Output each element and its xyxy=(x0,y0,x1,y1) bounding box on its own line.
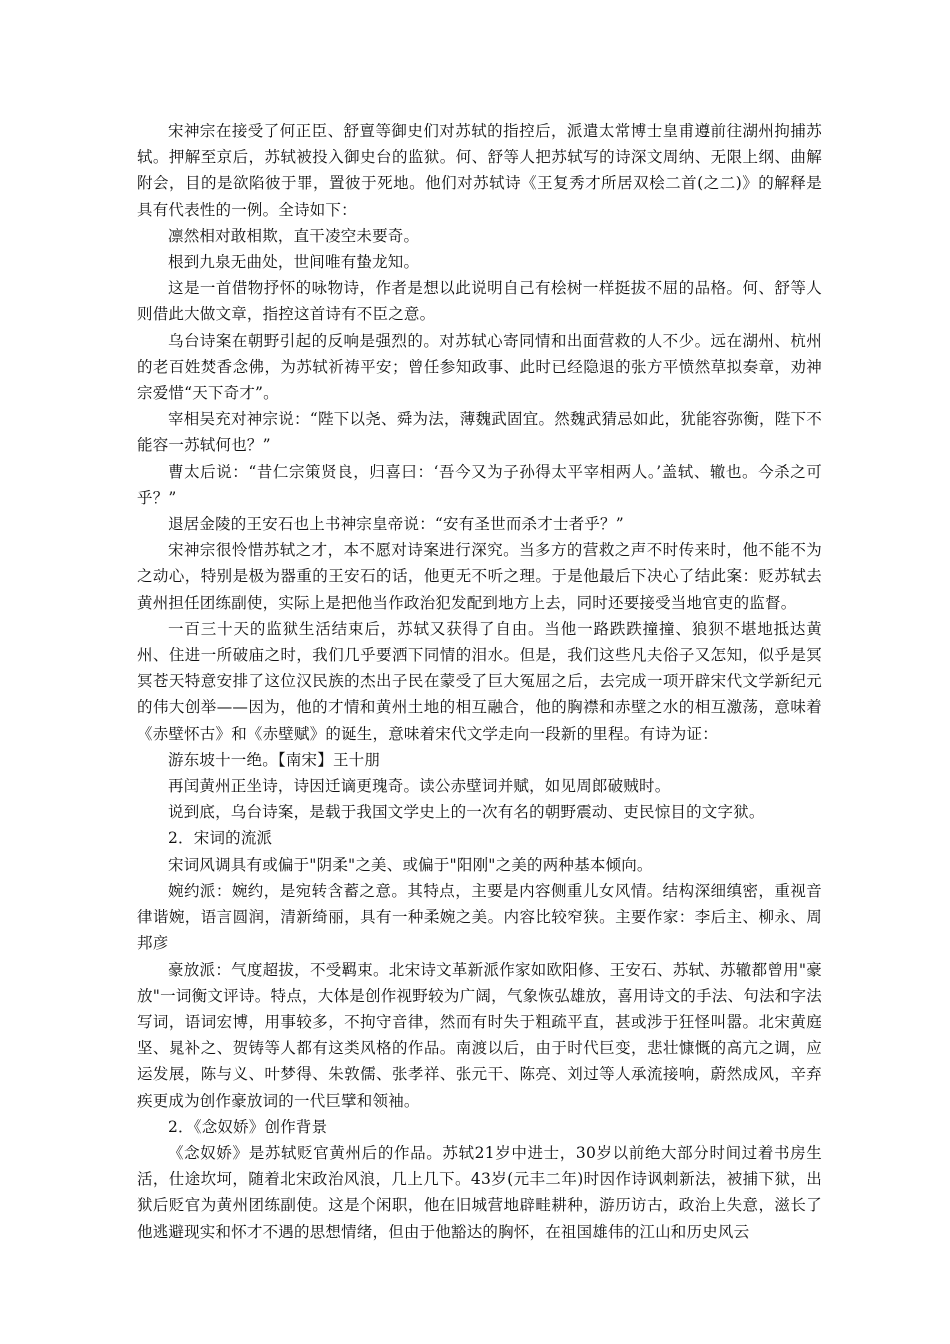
document-page xyxy=(137,118,822,1245)
paragraph: 宋词风调具有或偏于"阴柔"之美、或偏于"阳刚"之美的两种基本倾向。 xyxy=(168,855,653,874)
paragraph: 乌台诗案在朝野引起的反响是强烈的。对苏轼心寄同情和出面营救的人不少。远在湖州、杭州的老百姓焚香念佛，为苏轼祈祷平安；曾任参知政事、此时已经隐退的张方平愤然草拟奏章，劝神宗爱惜“天下奇才”。 xyxy=(137,331,822,403)
paragraph: 婉约派：婉约，是宛转含蓄之意。其特点，主要是内容侧重儿女风情。结构深细缜密，重视音律谐婉，语言圆润，清新绮丽，具有一种柔婉之美。内容比较窄狭。主要作家：李后主、柳永、周邦彦 xyxy=(137,881,822,953)
poem-title: 游东坡十一绝。【南宋】王十朋 xyxy=(168,750,381,769)
paragraph: 说到底，乌台诗案，是载于我国文学史上的一次有名的朝野震动、吏民惊目的文字狱。 xyxy=(168,803,765,822)
paragraph: 曹太后说：“昔仁宗策贤良，归喜曰：‘吾今又为子孙得太平宰相两人。’盖轼、辙也。今杀之可乎？” xyxy=(137,462,822,507)
poem-line: 凛然相对敢相欺，直干凌空未要奇。 xyxy=(168,226,420,245)
paragraph: 宋神宗很怜惜苏轼之才，本不愿对诗案进行深究。当多方的营救之声不时传来时，他不能不为之动心，特别是极为器重的王安石的话，他更无不听之理。于是他最后下决心了结此案：贬苏轼去黄州担任团练副使，实际上是把他当作政治犯发配到地方上去，同时还要接受当地官吏的监督。 xyxy=(137,541,822,612)
paragraph: 一百三十天的监狱生活结束后，苏轼又获得了自由。当他一路跌跌撞撞、狼狈不堪地抵达黄州、住进一所破庙之时，我们几乎要洒下同情的泪水。但是，我们这些凡夫俗子又怎知，似乎是冥冥苍天特意安排了这位汉民族的杰出子民在蒙受了巨大冤屈之后，去完成一项开辟宋代文学新纪元的伟大创举——因为，他的才情和黄州土地的相互融合，他的胸襟和赤壁之水的相互激荡，意味着《赤壁怀古》和《赤壁赋》的诞生，意味着宋代文学走向一段新的里程。有诗为证： xyxy=(137,619,822,743)
paragraph: 退居金陵的王安石也上书神宗皇帝说：“安有圣世而杀才士者乎？” xyxy=(168,515,624,534)
poem-text: 再闰黄州正坐诗，诗因迁谪更瑰奇。读公赤壁词并赋，如见周郎破贼时。 xyxy=(168,777,671,796)
section-heading: 2．宋词的流派 xyxy=(168,829,273,848)
paragraph: 豪放派：气度超拔，不受羁束。北宋诗文革新派作家如欧阳修、王安石、苏轼、苏辙都曾用"豪放"一词衡文评诗。特点，大体是创作视野较为广阔，气象恢弘雄放，喜用诗文的手法、句法和字法写词，语词宏博，用事较多，不拘守音律，然而有时失于粗疏平直，甚或涉于狂怪叫嚣。北宋黄庭坚、晁补之、贺铸等人都有这类风格的作品。南渡以后，由于时代巨变，悲壮慷慨的高亢之调，应运发展，陈与义、叶梦得、朱敦儒、张孝祥、张元干、陈亮、刘过等人承流接响，蔚然成风，辛弃疾更成为创作豪放词的一代巨擘和领袖。 xyxy=(137,960,822,1110)
section-heading: 2．《念奴娇》创作背景 xyxy=(168,1117,328,1136)
paragraph: 宰相吴充对神宗说：“陛下以尧、舜为法，薄魏武固宜。然魏武猜忌如此，犹能容弥衡，陛下不能容一苏轼何也？” xyxy=(137,410,822,455)
poem-line: 根到九泉无曲处，世间唯有蛰龙知。 xyxy=(168,253,420,272)
paragraph: 《念奴娇》是苏轼贬官黄州后的作品。苏轼21岁中进士，30岁以前绝大部分时间过着书房生活，仕途坎坷，随着北宋政治风浪，几上几下。43岁(元丰二年)时因作诗讽刺新法，被捕下狱，出狱后贬官为黄州团练副使。这是个闲职，他在旧城营地辟畦耕种，游历访古，政治上失意，滋长了他逃避现实和怀才不遇的思想情绪，但由于他豁达的胸怀，在祖国雄伟的江山和历史风云 xyxy=(137,1143,822,1241)
paragraph: 这是一首借物抒怀的咏物诗，作者是想以此说明自己有桧树一样挺拔不屈的品格。何、舒等人则借此大做文章，指控这首诗有不臣之意。 xyxy=(137,279,822,324)
paragraph: 宋神宗在接受了何正臣、舒亶等御史们对苏轼的指控后，派遣太常博士皇甫遵前往湖州拘捕苏轼。押解至京后，苏轼被投入御史台的监狱。何、舒等人把苏轼写的诗深文周纳、无限上纲、曲解附会，目的是欲陷彼于罪，置彼于死地。他们对苏轼诗《王复秀才所居双桧二首(之二)》的解释是具有代表性的一例。全诗如下： xyxy=(137,122,822,219)
